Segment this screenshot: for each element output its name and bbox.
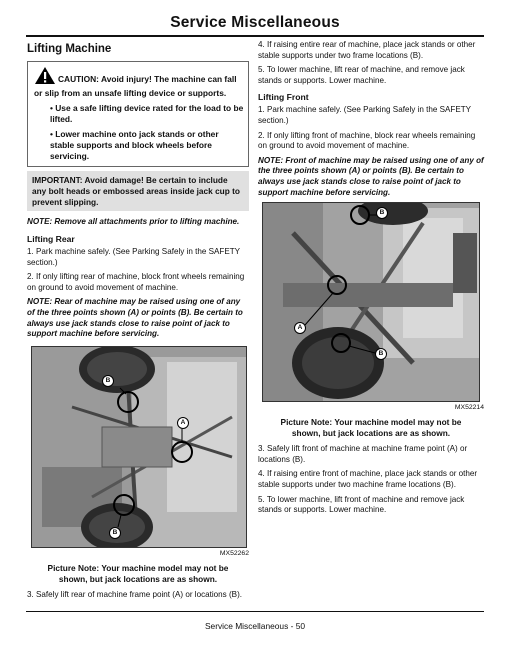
callout-b-bottom: B bbox=[375, 348, 387, 360]
caution-heading bbox=[34, 66, 244, 99]
caution-bullet: • Use a safe lifting device rated for the load to be lifted. bbox=[50, 103, 244, 124]
callout-b-bottom: B bbox=[109, 527, 121, 539]
lifting-front-title: Lifting Front bbox=[258, 92, 309, 103]
lifting-rear-title: Lifting Rear bbox=[27, 233, 75, 244]
front-lift-photo bbox=[262, 202, 480, 402]
right-column bbox=[258, 40, 484, 520]
figure-code: MX52262 bbox=[219, 549, 249, 557]
caution-bullet: • Lower machine onto jack stands or other stable supports and block wheels before servicing. bbox=[50, 129, 219, 161]
rear-step-5: 5. To lower machine, lift rear of machine, and remove jack stands or supports. Lower machine. bbox=[258, 65, 465, 85]
callout-b-top: B bbox=[376, 207, 388, 219]
front-step-1: 1. Park machine safely. (See Parking Safely in the SAFETY section.) bbox=[258, 105, 471, 125]
picture-note: Picture Note: Your machine model may not be shown, but jack locations are as shown. bbox=[47, 562, 229, 584]
page-title: Service Miscellaneous bbox=[170, 14, 340, 31]
callout-a: A bbox=[177, 417, 189, 429]
rear-step-3: 3. Safely lift rear of machine frame point (A) or locations (B). bbox=[27, 589, 243, 599]
picture-note: Picture Note: Your machine model may not be shown, but jack locations are as shown. bbox=[280, 417, 462, 439]
rear-step-1: 1. Park machine safely. (See Parking Safely in the SAFETY section.) bbox=[27, 246, 240, 267]
section-title: Lifting Machine bbox=[27, 43, 112, 55]
rear-step-4: 4. If raising entire rear of machine, place jack stands or other stable supports under two frame locations (B). bbox=[258, 40, 476, 60]
rear-step-2: 2. If only lifting rear of machine, block front wheels remaining on ground to avoid movement of machine. bbox=[27, 272, 245, 292]
caution-box bbox=[27, 61, 249, 167]
front-step-5: 5. To lower machine, lift front of machine and remove jack stands or supports. Lower machine. bbox=[258, 494, 465, 515]
front-step-2: 2. If only lifting front of machine, block rear wheels remaining on ground to avoid movement of machine. bbox=[258, 130, 476, 151]
callout-a: A bbox=[294, 322, 306, 334]
rear-lift-photo bbox=[31, 346, 247, 548]
caution-text: CAUTION: Avoid injury! The machine can fall or slip from an unsafe lifting device or supports. bbox=[34, 74, 237, 98]
front-step-4: 4. If raising entire front of machine, place jack stands or other stable supports under two machine frame locations (B). bbox=[258, 469, 478, 489]
callout-b-top: B bbox=[102, 375, 114, 387]
front-note: NOTE: Front of machine may be raised using one of any of the three points shown (A) or points (B). Be certain to always use jack stands close to raise point of jack to support machine before servicing. bbox=[258, 155, 484, 197]
footer-divider bbox=[26, 611, 484, 612]
warning-triangle-icon bbox=[34, 66, 56, 88]
important-box: IMPORTANT: Avoid damage! Be certain to include any bolt heads or embossed areas inside jack cup to prevent slipping. bbox=[27, 171, 249, 211]
figure-code: MX52214 bbox=[454, 404, 484, 412]
page-footer: Service Miscellaneous - 50 bbox=[204, 621, 306, 631]
note-attachments: NOTE: Remove all attachments prior to lifting machine. bbox=[27, 217, 240, 227]
front-step-3: 3. Safely lift front of machine at machine frame point (A) or locations (B). bbox=[258, 444, 468, 464]
header-divider bbox=[26, 35, 484, 37]
rear-note: NOTE: Rear of machine may be raised using one of any of the three points shown (A) or points (B). Be certain to always use jack stands close to raise point of jack to support machine before servicing. bbox=[27, 297, 243, 339]
left-column bbox=[27, 40, 249, 604]
